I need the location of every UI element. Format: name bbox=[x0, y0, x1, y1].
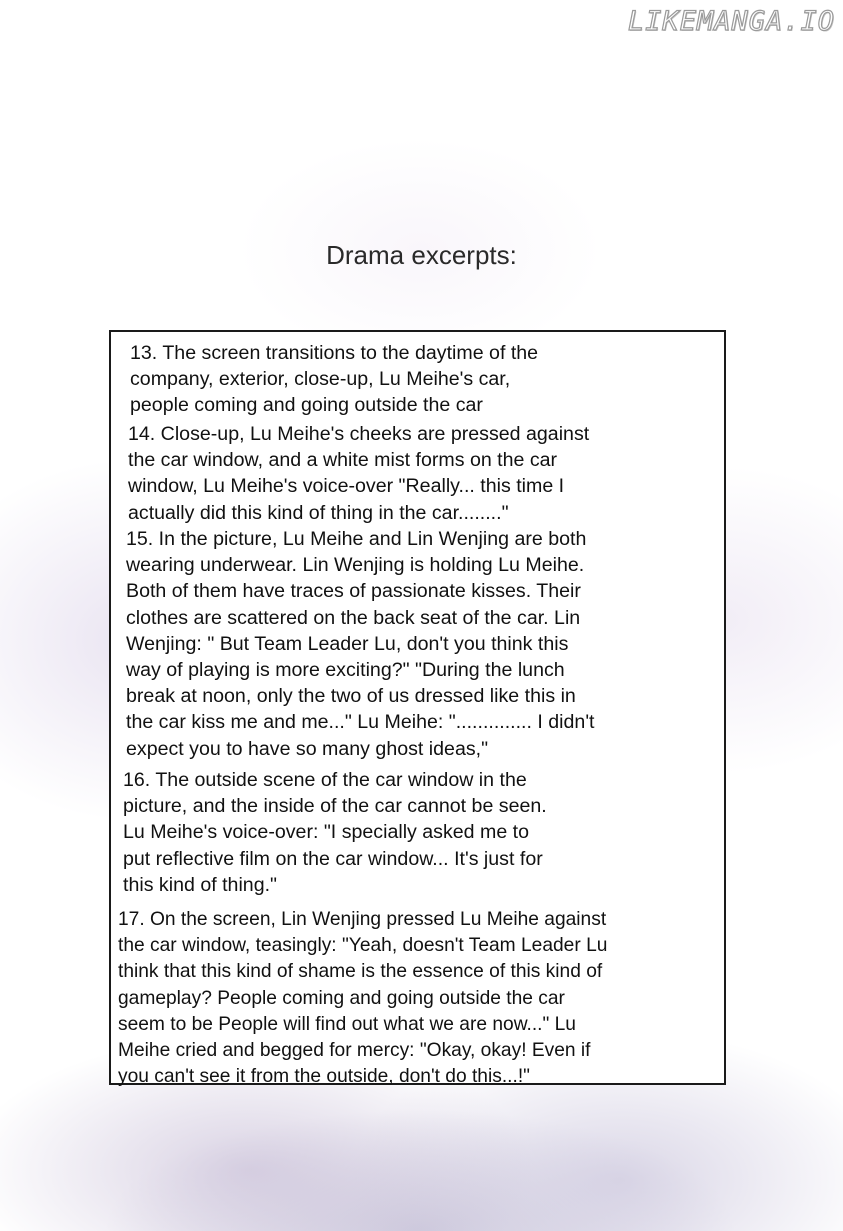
excerpt-14: 14. Close-up, Lu Meihe's cheeks are pressed against the car window, and a white mist forms on the car window, Lu Meihe's voice-over "Really... this time I actually did this kind of thing in the car........" bbox=[128, 423, 590, 524]
excerpt-17: 17. On the screen, Lin Wenjing pressed Lu Meihe against the car window, teasingly: "Yeah, doesn't Team Leader Lu think that this kind of shame is the essence of this kind of gameplay? People coming and going outside the car seem to be People will find out what we are now..." Lu Meihe cried and begged for mercy: "Okay, okay! Even if you can't see it from the outside, don't do this...!" bbox=[118, 909, 608, 1088]
excerpt-15: 15. In the picture, Lu Meihe and Lin Wenjing are both wearing underwear. Lin Wenjing is holding Lu Meihe. Both of them have traces of passionate kisses. Their clothes are scattered on the back seat of the car. Lin Wenjing: " But Team Leader Lu, don't you think this way of playing is more exciting?" "During the lunch break at noon, only the two of us dressed like this in the car kiss me and me..." Lu Meihe: ".............. I didn't expect you to have so many ghost ideas," bbox=[126, 528, 595, 760]
excerpt-16: 16. The outside scene of the car window in the picture, and the inside of the car cannot be seen. Lu Meihe's voice-over: "I specially asked me to put reflective film on the car window... It's just for this kind of thing." bbox=[123, 769, 547, 896]
watermark: LIKEMANGA.IO bbox=[627, 6, 835, 37]
excerpt-13: 13. The screen transitions to the daytime of the company, exterior, close-up, Lu Meihe's car, people coming and going outside the car bbox=[130, 342, 539, 417]
excerpt-box bbox=[109, 330, 726, 1088]
page-heading: Drama excerpts: bbox=[326, 240, 517, 270]
